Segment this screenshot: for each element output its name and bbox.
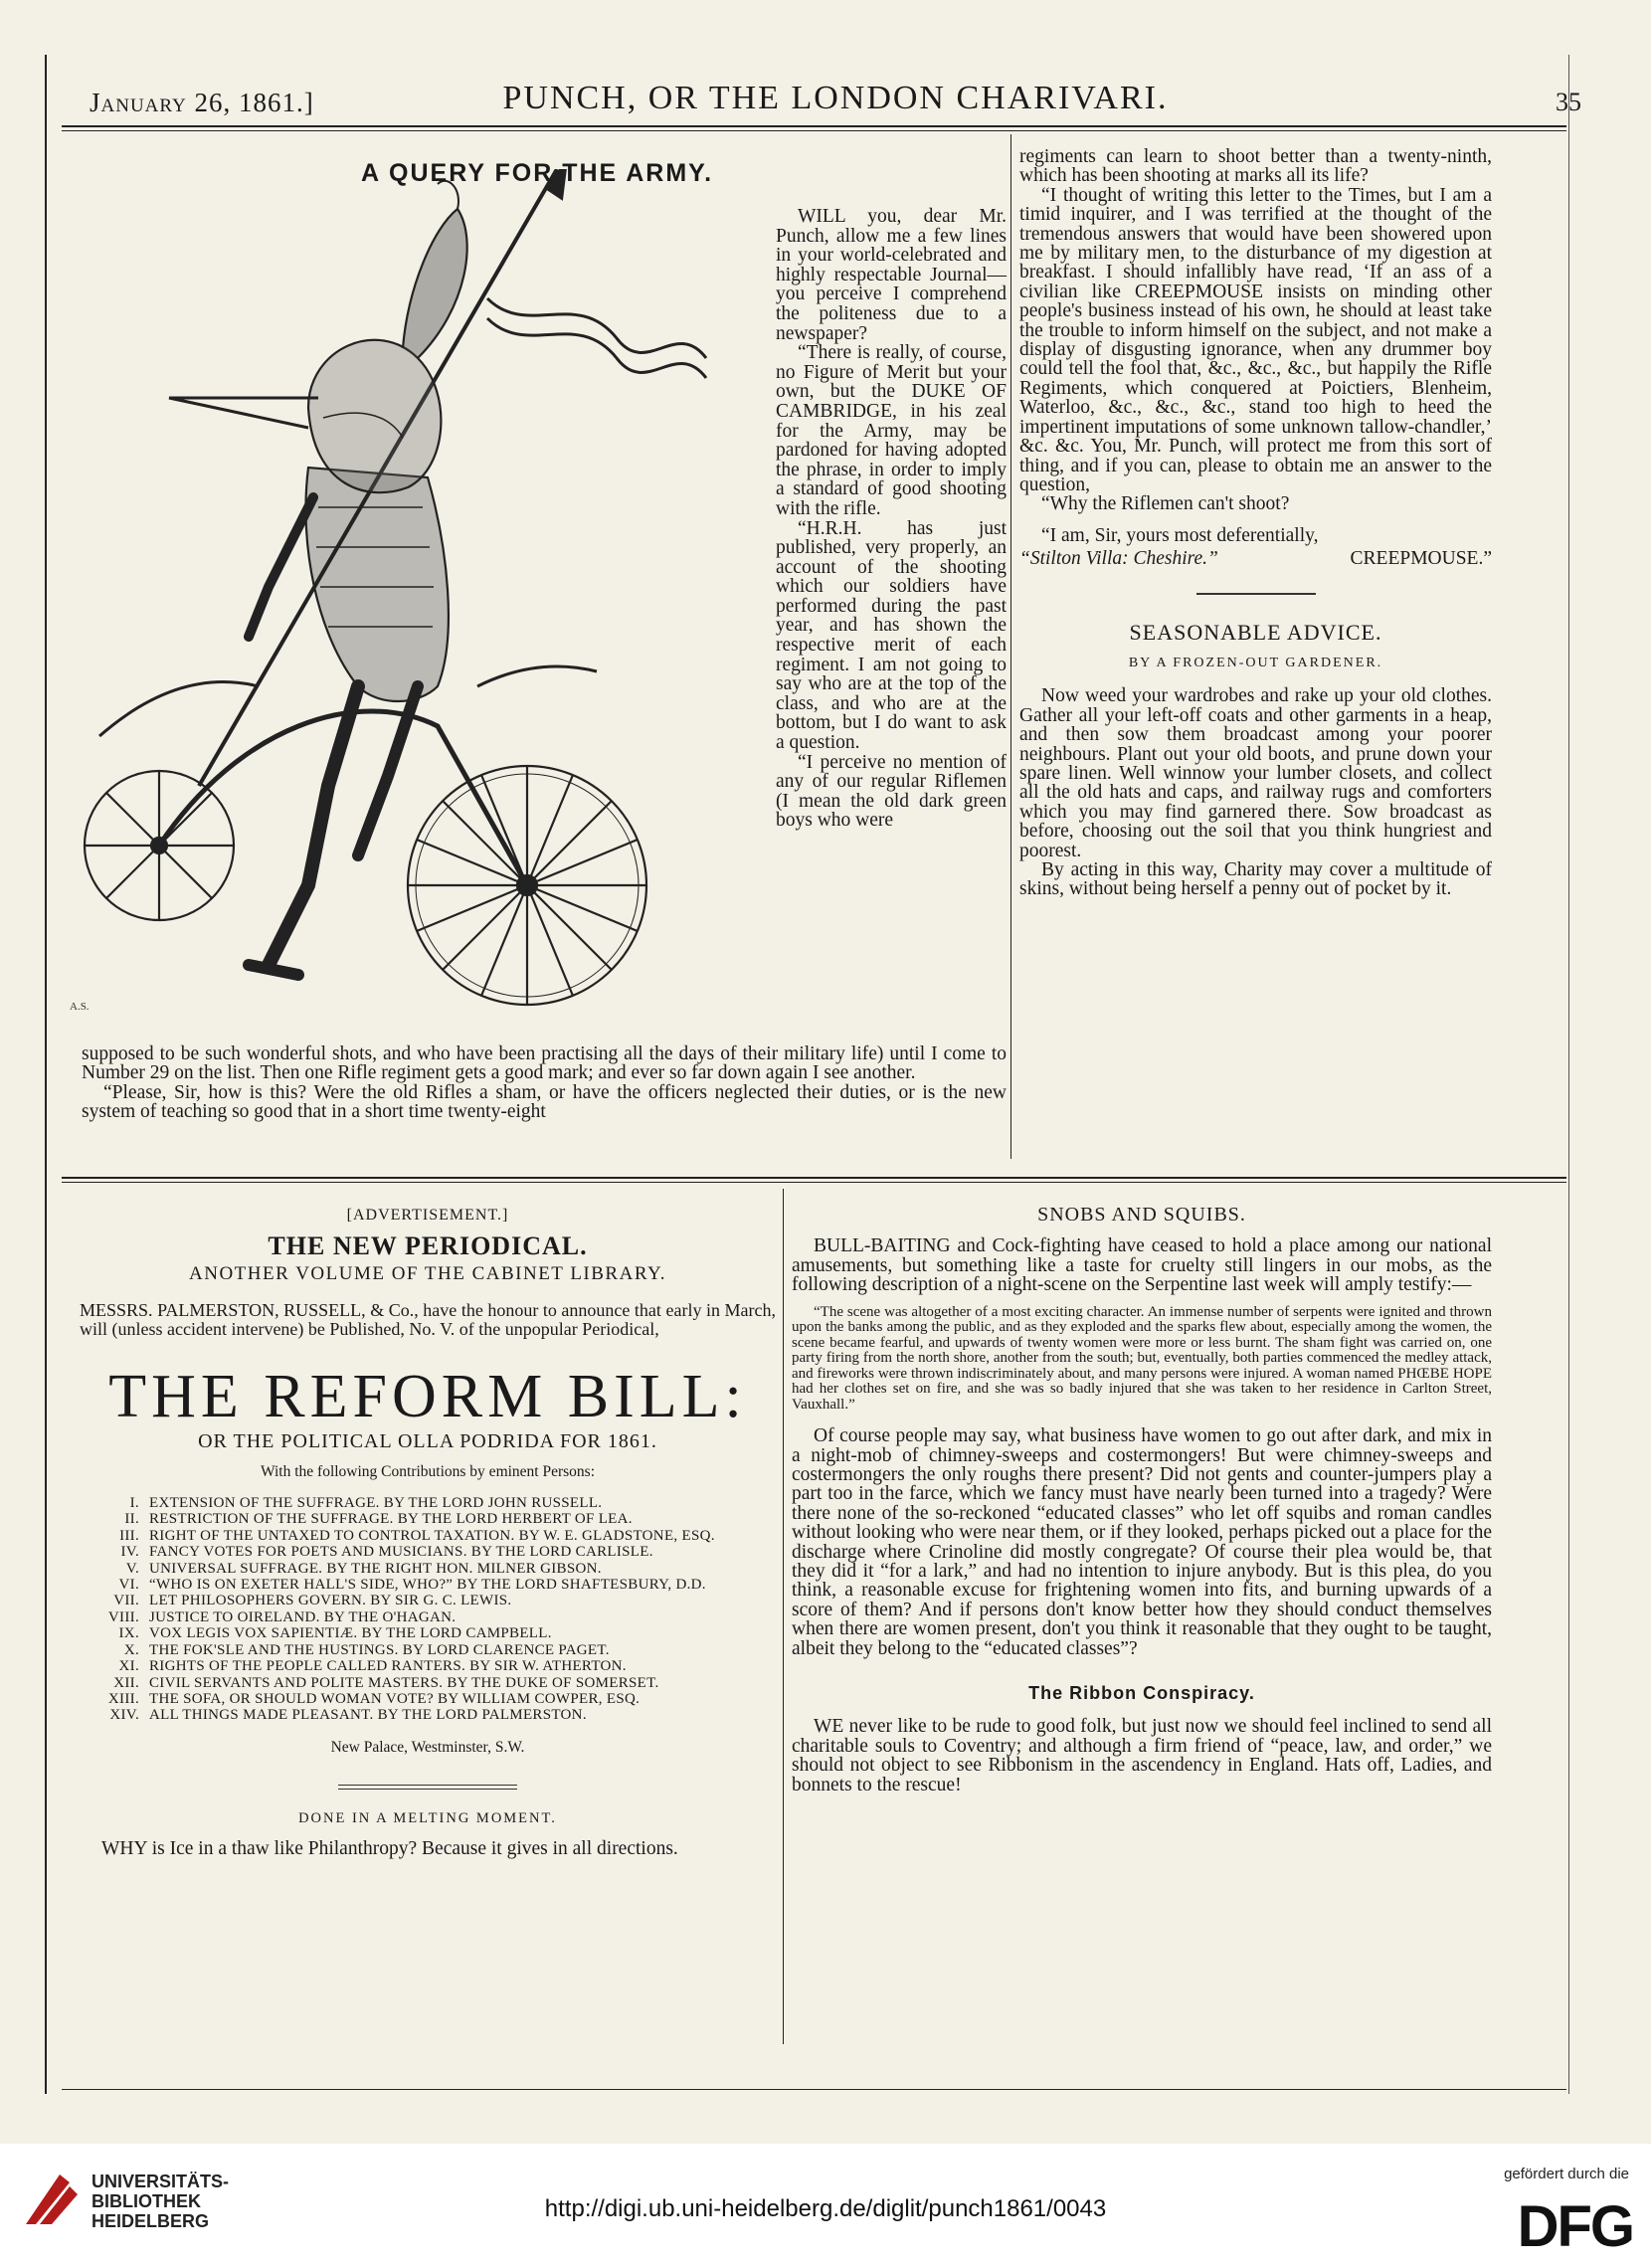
query-right-paragraph-3: “Why the Riflemen can't shoot? — [1041, 493, 1290, 515]
advert-list-number: XII. — [113, 1674, 139, 1691]
advert-list-number: X. — [123, 1641, 139, 1658]
advert-subtitle: ANOTHER VOLUME OF THE CABINET LIBRARY. — [189, 1262, 666, 1284]
query-closing: “I am, Sir, yours most deferentially, — [1041, 524, 1319, 546]
advert-list-number: VII. — [113, 1593, 139, 1609]
separator-line-2 — [338, 1789, 517, 1790]
seasonable-paragraph-1: Now weed your wardrobes and rake up your old clothes. Gather all your left-off coats and other garments in a heap, and then sow them broadcast among your poorer neighbours. Plant out your old boots, and prune down your spare linen. Well winnow your lumber closets, and collect all the old hats and caps, and railway rugs and comforters which you may find garnered there. Sow broadcast as before, choosing out the soil that you think hungriest and poorest. — [1019, 685, 1492, 861]
advert-list-number: II. — [124, 1511, 139, 1528]
advert-list-item — [80, 1691, 776, 1707]
advert-list-number: XIII. — [107, 1690, 139, 1707]
advert-subtitle-2: OR THE POLITICAL OLLA PODRIDA FOR 1861. — [198, 1430, 657, 1453]
advert-contents-list — [80, 1495, 776, 1724]
melting-title: DONE IN A MELTING MOMENT. — [298, 1810, 557, 1827]
melting-text: WHY is Ice in a thaw like Philanthropy? Because it gives in all directions. — [101, 1837, 678, 1859]
advert-list-number: V. — [125, 1560, 139, 1577]
query-right-paragraph-1: regiments can learn to shoot better than a twenty-ninth, which has been shooting at marks all its life? — [1019, 146, 1492, 187]
header-rule-thick — [62, 125, 1566, 127]
advert-list-item — [80, 1528, 776, 1544]
advert-list-text: THE FOK'SLE AND THE HUSTINGS. BY LORD CLARENCE PAGET. — [149, 1641, 610, 1658]
advert-list-number: IV. — [120, 1544, 139, 1561]
header-date: January 26, 1861.] — [90, 88, 314, 117]
advert-title: THE NEW PERIODICAL. — [268, 1231, 588, 1261]
advert-list-item — [80, 1642, 776, 1658]
snobs-column — [792, 1206, 1492, 1795]
query-paragraph-2: “There is really, of course, no Figure of Merit but your own, but the DUKE OF CAMBRIDGE, in his zeal for the Army, may be pardoned for having adopted the phrase, in order to imply a standard of good shooting with the rifle. — [776, 342, 1007, 519]
query-paragraph-4-continued: supposed to be such wonderful shots, and who have been practising all the days of their military life) until I come to Number 29 on the list. Then one Rifle regiment gets a good mark; and ever so far down again I see another. — [82, 1043, 1007, 1084]
query-signoff — [1019, 549, 1492, 568]
snobs-paragraph-1: BULL-BAITING and Cock-fighting have ceased to hold a place among our national amusements, but something like a taste for cruelty still lingers in our mobs, as the following description of a night-scene on the Serpentine last week will amply testify:— — [792, 1235, 1492, 1296]
query-column-right — [1019, 147, 1492, 899]
advert-list-text: FANCY VOTES FOR POETS AND MUSICIANS. BY THE LORD CARLISLE. — [149, 1544, 653, 1561]
query-paragraph-1: WILL you, dear Mr. Punch, allow me a few lines in your world-celebrated and highly respectable Journal—you perceive I comprehend the politeness due to a newspaper? — [776, 206, 1007, 344]
advert-big-title: THE REFORM BILL: — [108, 1363, 747, 1431]
advertisement-column — [80, 1206, 776, 1858]
advert-intro: MESSRS. PALMERSTON, RUSSELL, & Co., have the honour to announce that early in March, will (unless accident intervene) be Published, No. V. of the unpopular Periodical, — [80, 1300, 776, 1340]
header-rule-thin — [62, 130, 1566, 131]
snobs-paragraph-2: Of course people may say, what business have women to go out after dark, and mix in a night-mob of chimney-sweeps and costermongers! But were chimney-sweeps and costermongers the only roughs there present? Did not gents and counter-jumpers play a part too in the farce, which we fancy must have nearly been turned into a tragedy? Were there none of the so-reckoned “educated classes” who let off squibs and roman candles without looking who were near them, or if they looked, perhaps picked out a place for the discharge where Crinoline did mostly congregate? Of course their plea would be, that they did it “for a lark,” and had no intention to injure anybody. But is this plea, do you think, a reasonable excuse for frightening women into fits, and burning upwards of a score of them? And if persons don't know better how they should conduct themselves when there are women present, don't you think it reasonable that they ought to be taught, albeit they belong to the “educated classes”? — [792, 1425, 1492, 1659]
header-page-number: 35 — [1556, 88, 1581, 116]
university-name-line-1: UNIVERSITÄTS- — [92, 2172, 230, 2191]
advert-list-text: JUSTICE TO OIRELAND. BY THE O'HAGAN. — [149, 1608, 457, 1625]
advert-list-text: EXTENSION OF THE SUFFRAGE. BY THE LORD JOHN RUSSELL. — [149, 1495, 603, 1512]
advert-list-item — [80, 1675, 776, 1691]
snobs-title: SNOBS AND SQUIBS. — [1037, 1204, 1246, 1226]
query-title: A QUERY FOR THE ARMY. — [360, 159, 714, 187]
advert-list-text: RIGHTS OF THE PEOPLE CALLED RANTERS. BY SIR W. ATHERTON. — [149, 1658, 627, 1675]
illustrator-signature: A.S. — [70, 1001, 90, 1013]
query-column-narrow — [776, 207, 1007, 831]
separator-flourish — [1196, 593, 1316, 595]
query-signature-name: CREEPMOUSE.” — [1350, 548, 1492, 570]
cartoon-illustration — [60, 169, 776, 1044]
advert-list-text: THE SOFA, OR SHOULD WOMAN VOTE? BY WILLIAM COWPER, ESQ. — [149, 1690, 641, 1707]
funded-by-text: gefördert durch die — [1504, 2166, 1629, 2182]
seasonable-paragraph-2: By acting in this way, Charity may cover a multitude of skins, without being herself a penny out of pocket by it. — [1019, 859, 1492, 900]
dfg-logo: DFG — [1517, 2194, 1633, 2259]
advert-list-item — [80, 1561, 776, 1577]
advert-list-text: UNIVERSAL SUFFRAGE. BY THE RIGHT HON. MILNER GIBSON. — [149, 1560, 602, 1577]
query-title-block — [298, 159, 776, 187]
section-rule-thin — [62, 1182, 1566, 1183]
seasonable-byline: BY A FROZEN-OUT GARDENER. — [1128, 655, 1383, 670]
running-header — [80, 80, 1591, 119]
query-paragraph-3: “H.R.H. has just published, very properly, an account of the shooting which our soldiers have performed during the past year, and has shown the respective merit of each regiment. I am not going to say who are at the top of the class, and who are at the bottom, but I do want to ask a question. — [776, 517, 1007, 754]
advert-list-item — [80, 1593, 776, 1608]
header-title: PUNCH, OR THE LONDON CHARIVARI. — [502, 80, 1169, 116]
university-name-line-2: BIBLIOTHEK — [92, 2191, 201, 2211]
snobs-quote: “The scene was altogether of a most exciting character. An immense number of serpents were ignited and thrown upon the banks among the public, and as they exploded and the sparks flew about, especially among the women, the scene became fearful, and upwards of twenty women were more or less burnt. The sham fight was carried on, one party firing from the north shore, another from the south; but, eventually, both parties commenced the medley attack, and fireworks were thrown indiscriminately about, and many persons were injured. A woman named PHŒBE HOPE had her clothes set on fire, and she was so badly injured that she was taken to her residence in Carlton Street, Vauxhall.” — [792, 1303, 1492, 1413]
advert-list-number: VI. — [118, 1577, 139, 1594]
separator-line — [338, 1785, 517, 1786]
advert-list-item — [80, 1707, 776, 1723]
advert-list-number: III. — [119, 1527, 139, 1544]
advert-list-text: ALL THINGS MADE PLEASANT. BY THE LORD PALMERSTON. — [149, 1707, 587, 1724]
advert-contributors-intro: With the following Contributions by eminent Persons: — [260, 1462, 596, 1480]
advert-label: [ADVERTISEMENT.] — [346, 1207, 509, 1224]
advert-list-item — [80, 1625, 776, 1641]
ribbon-text: WE never like to be rude to good folk, but just now we should feel inclined to send all charitable souls to Coventry; and although a firm friend of “peace, law, and order,” we should not object to see Ribbonism in the ascendency in England. Hats off, Ladies, and bonnets to the rescue! — [792, 1716, 1492, 1796]
advert-list-item — [80, 1577, 776, 1593]
advert-list-text: CIVIL SERVANTS AND POLITE MASTERS. BY THE DUKE OF SOMERSET. — [149, 1674, 659, 1691]
section-rule — [62, 1177, 1566, 1179]
advert-list-number: I. — [129, 1495, 139, 1512]
advert-list-text: LET PHILOSOPHERS GOVERN. BY SIR G. C. LEWIS. — [149, 1593, 512, 1609]
advert-list-text: RIGHT OF THE UNTAXED TO CONTROL TAXATION. BY W. E. GLADSTONE, ESQ. — [149, 1527, 715, 1544]
query-paragraph-5: “Please, Sir, how is this? Were the old Rifles a sham, or have the officers neglected their duties, or is the new system of teaching so good that in a short time twenty-eight — [82, 1081, 1007, 1123]
seasonable-title: SEASONABLE ADVICE. — [1129, 619, 1382, 645]
advert-list-number: XIV. — [109, 1707, 139, 1724]
advert-list-number: IX. — [118, 1625, 139, 1642]
advert-list-item — [80, 1609, 776, 1625]
query-paragraph-4: “I perceive no mention of any of our regular Riflemen (I mean the old dark green boys who were — [776, 751, 1007, 832]
advert-list-number: VIII. — [107, 1608, 139, 1625]
advert-list-text: VOX LEGIS VOX SAPIENTIÆ. BY THE LORD CAMPBELL. — [149, 1625, 552, 1642]
advert-address: New Palace, Westminster, S.W. — [330, 1738, 525, 1756]
advert-list-item — [80, 1544, 776, 1560]
query-column-wide — [82, 1044, 1007, 1122]
query-right-paragraph-2: “I thought of writing this letter to the Times, but I am a timid inquirer, and I was terrified at the thought of the tremendous answers that would have been showered upon me by military men, to the disturbance of my digestion at breakfast. I should infallibly have read, ‘If an ass of a civilian like CREEPMOUSE insists on minding other people's business instead of his own, he should at least take the trouble to inform himself on the subject, and not make a display of disgusting ignorance, when any drummer boy could tell the fool that, &c., &c., &c., but happily the Rifle Regiments, which conquered at Poictiers, Blenheim, Waterloo, &c., &c., &c., stand too high to heed the impertinent imputations of some unknown tallow-chandler,’ &c. &c. You, Mr. Punch, will protect me from this sort of thing, and if you can, please to obtain me an answer to the question, — [1019, 184, 1492, 495]
advert-list-item — [80, 1511, 776, 1527]
column-divider-top — [1010, 134, 1011, 1159]
bottom-rule — [62, 2089, 1566, 2090]
advert-list-text: RESTRICTION OF THE SUFFRAGE. BY THE LORD HERBERT OF LEA. — [149, 1511, 633, 1528]
university-name-line-3: HEIDELBERG — [92, 2211, 210, 2231]
advert-list-item — [80, 1495, 776, 1511]
rifleman-velocipede-drawing — [60, 169, 776, 1044]
library-footer — [0, 2144, 1651, 2268]
query-address: “Stilton Villa: Cheshire.” — [1019, 548, 1218, 570]
column-divider-bottom — [783, 1189, 784, 2044]
advert-list-item — [80, 1658, 776, 1674]
advert-list-text: “WHO IS ON EXETER HALL'S SIDE, WHO?” BY THE LORD SHAFTESBURY, D.D. — [149, 1577, 706, 1594]
digital-copy-url[interactable]: http://digi.ub.uni-heidelberg.de/diglit/punch1861/0043 — [544, 2195, 1107, 2222]
advert-list-number: XI. — [118, 1658, 139, 1675]
ribbon-title: The Ribbon Conspiracy. — [1028, 1683, 1255, 1703]
